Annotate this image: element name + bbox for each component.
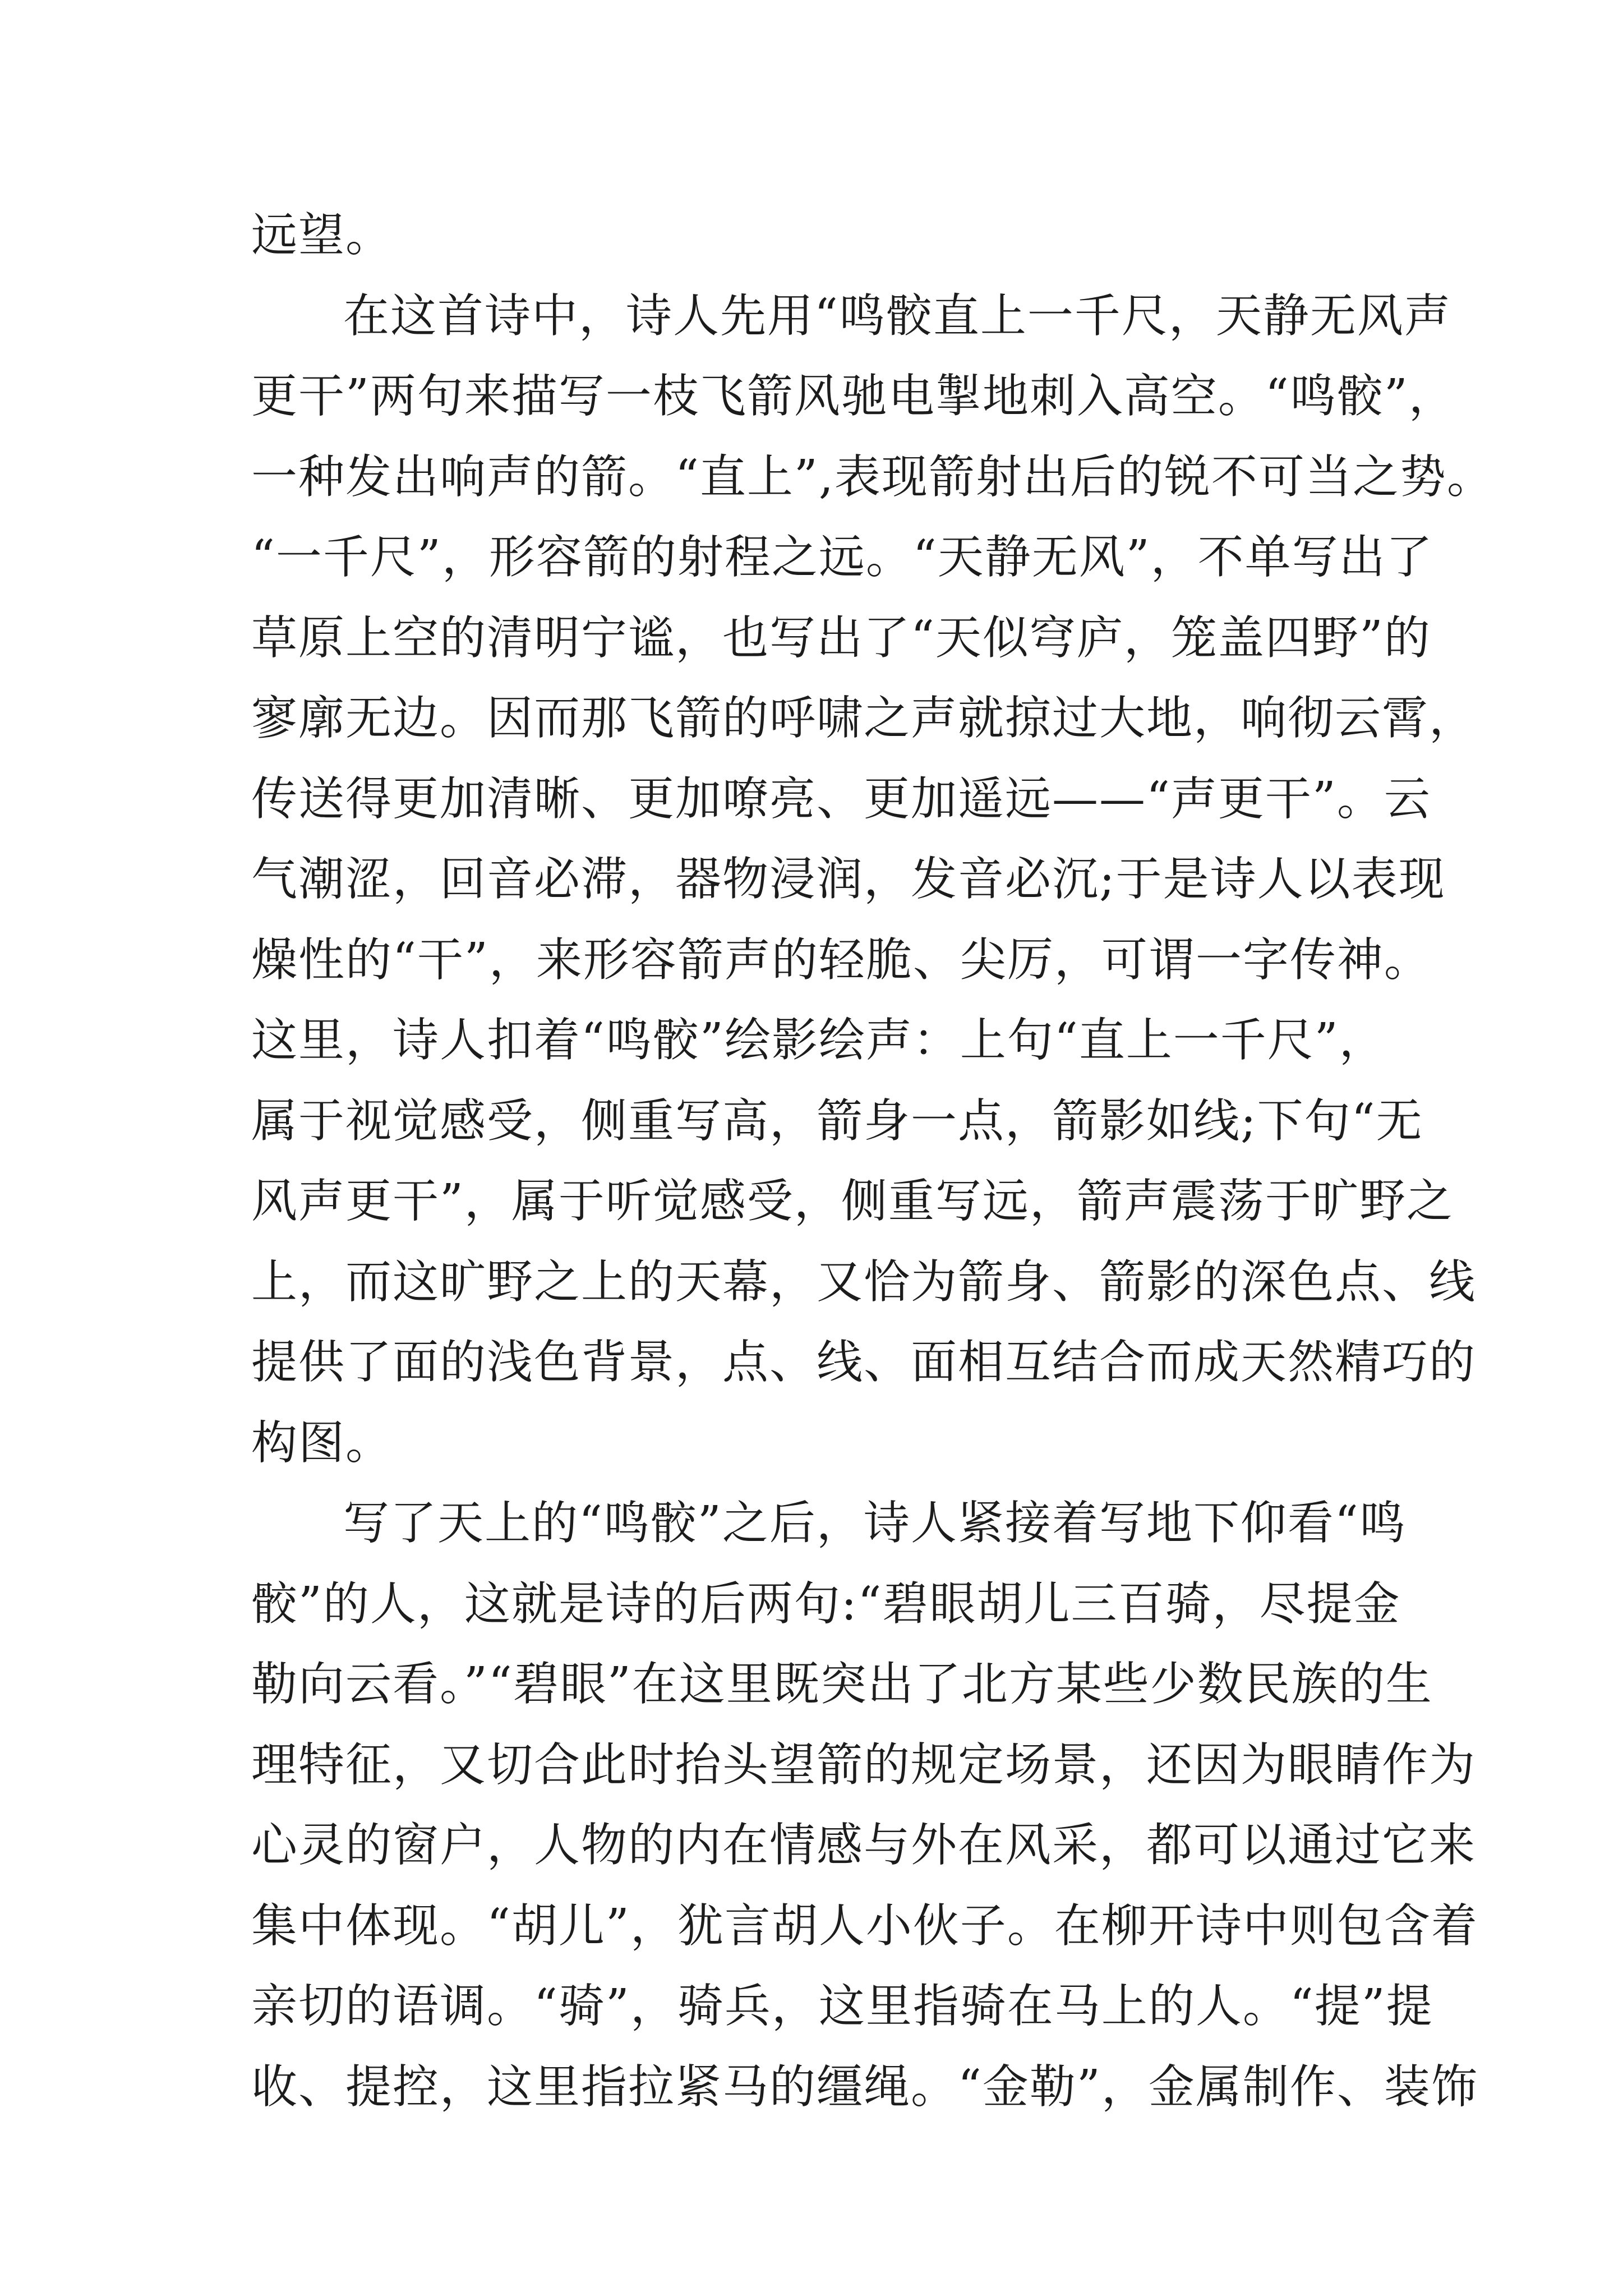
text-line: 气潮涩，回音必滞，器物浸润，发音必沉;于是诗人以表现 xyxy=(251,853,1446,906)
body-text xyxy=(251,195,1494,2127)
text-line: 心灵的窗户，人物的内在情感与外在风采，都可以通过它来 xyxy=(251,1819,1477,1872)
text-line: 传送得更加清晰、更加嘹亮、更加遥远——“声更干”。云 xyxy=(251,772,1431,826)
text-line: 收、提控，这里指拉紧马的缰绳。“金勒”，金属制作、装饰 xyxy=(251,2060,1478,2114)
text-line: 更干”两句来描写一枝飞箭风驰电掣地刺入高空。“鸣骹”， xyxy=(251,370,1456,423)
text-line: 属于视觉感受，侧重写高，箭身一点，箭影如线;下句“无 xyxy=(251,1094,1423,1148)
text-line: 集中体现。“胡儿”，犹言胡人小伙子。在柳开诗中则包含着 xyxy=(251,1899,1478,1953)
text-line: 燥性的“干”，来形容箭声的轻脆、尖厉，可谓一字传神。 xyxy=(251,933,1431,987)
paragraph-start-line: 写了天上的“鸣骹”之后，诗人紧接着写地下仰看“鸣 xyxy=(343,1497,1407,1550)
text-line: 提供了面的浅色背景，点、线、面相互结合而成天然精巧的 xyxy=(251,1336,1477,1389)
text-line: 理特征，又切合此时抬头望箭的规定场景，还因为眼睛作为 xyxy=(251,1738,1477,1792)
text-line: 构图。 xyxy=(251,1416,393,1470)
text-line: 草原上空的清明宁谧，也写出了“天似穹庐，笼盖四野”的 xyxy=(251,611,1431,665)
text-line: 勒向云看。”“碧眼”在这里既突出了北方某些少数民族的生 xyxy=(251,1658,1433,1711)
text-line: “一千尺”，形容箭的射程之远。“天静无风”，不单写出了 xyxy=(251,531,1433,584)
text-line: 远望。 xyxy=(251,209,393,262)
text-line: 亲切的语调。“骑”，骑兵，这里指骑在马上的人。“提”提 xyxy=(251,1980,1433,2033)
text-line: 上，而这旷野之上的天幕，又恰为箭身、箭影的深色点、线 xyxy=(251,1255,1477,1309)
text-line: 一种发出响声的箭。“直上”,表现箭射出后的锐不可当之势。 xyxy=(251,450,1494,504)
text-line: 风声更干”，属于听觉感受，侧重写远，箭声震荡于旷野之 xyxy=(251,1175,1454,1228)
text-line: 这里，诗人扣着“鸣骹”绘影绘声：上句“直上一千尺”， xyxy=(251,1014,1386,1067)
text-line: 寥廓无边。因而那飞箭的呼啸之声就掠过大地，响彻云霄， xyxy=(251,692,1477,745)
paragraph-start-line: 在这首诗中，诗人先用“鸣骹直上一千尺，天静无风声 xyxy=(343,289,1451,343)
text-line: 骹”的人，这就是诗的后两句:“碧眼胡儿三百骑，尽提金 xyxy=(251,1577,1401,1631)
